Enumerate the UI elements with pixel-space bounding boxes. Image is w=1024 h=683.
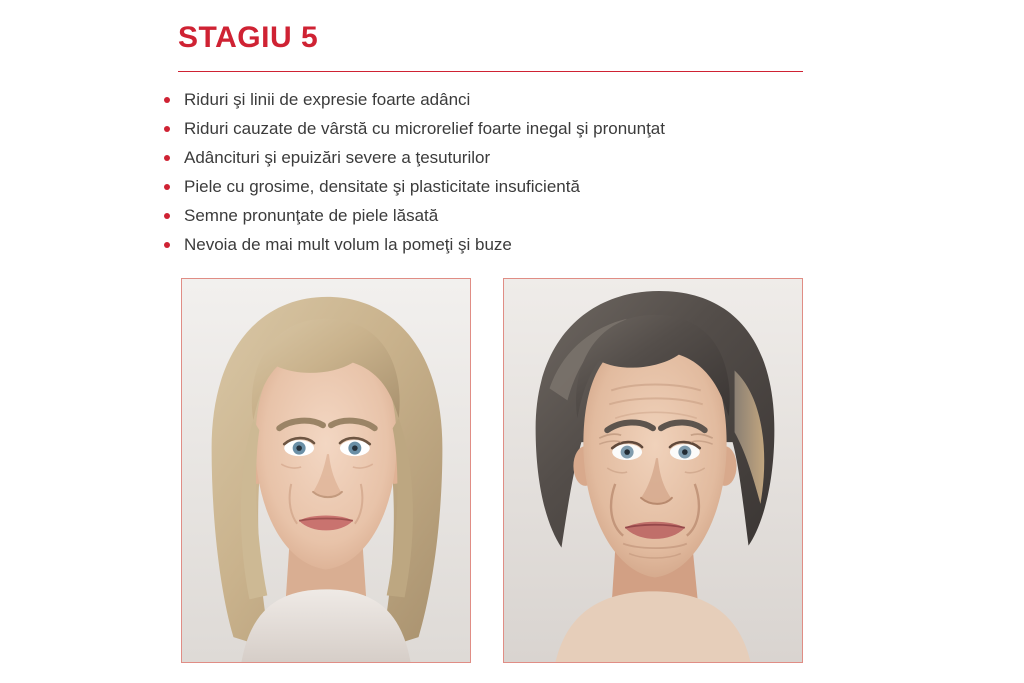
list-item <box>160 233 860 257</box>
list-item-label: Piele cu grosime, densitate şi plasticitate insuficientă <box>184 177 580 196</box>
list-item <box>160 117 860 141</box>
feature-list <box>160 88 860 262</box>
portrait-left-image <box>182 279 470 662</box>
list-item-label: Riduri şi linii de expresie foarte adânci <box>184 90 471 109</box>
bullet-dot-icon <box>164 97 170 103</box>
list-item <box>160 204 860 228</box>
list-item-label: Adâncituri şi epuizări severe a ţesuturilor <box>184 148 491 167</box>
portrait-left <box>181 278 471 663</box>
portrait-right <box>503 278 803 663</box>
bullet-dot-icon <box>164 184 170 190</box>
list-item <box>160 88 860 112</box>
bullet-dot-icon <box>164 126 170 132</box>
list-item-label: Semne pronunţate de piele lăsată <box>184 206 439 225</box>
list-item-label: Riduri cauzate de vârstă cu microrelief foarte inegal şi pronunţat <box>184 119 665 138</box>
bullet-dot-icon <box>164 213 170 219</box>
list-item-label: Nevoia de mai mult volum la pomeţi şi buze <box>184 235 512 254</box>
list-item <box>160 146 860 170</box>
list-item <box>160 175 860 199</box>
bullet-dot-icon <box>164 155 170 161</box>
title-divider <box>178 71 803 72</box>
portrait-right-image <box>504 279 802 662</box>
page-title: STAGIU 5 <box>178 21 319 54</box>
bullet-dot-icon <box>164 242 170 248</box>
